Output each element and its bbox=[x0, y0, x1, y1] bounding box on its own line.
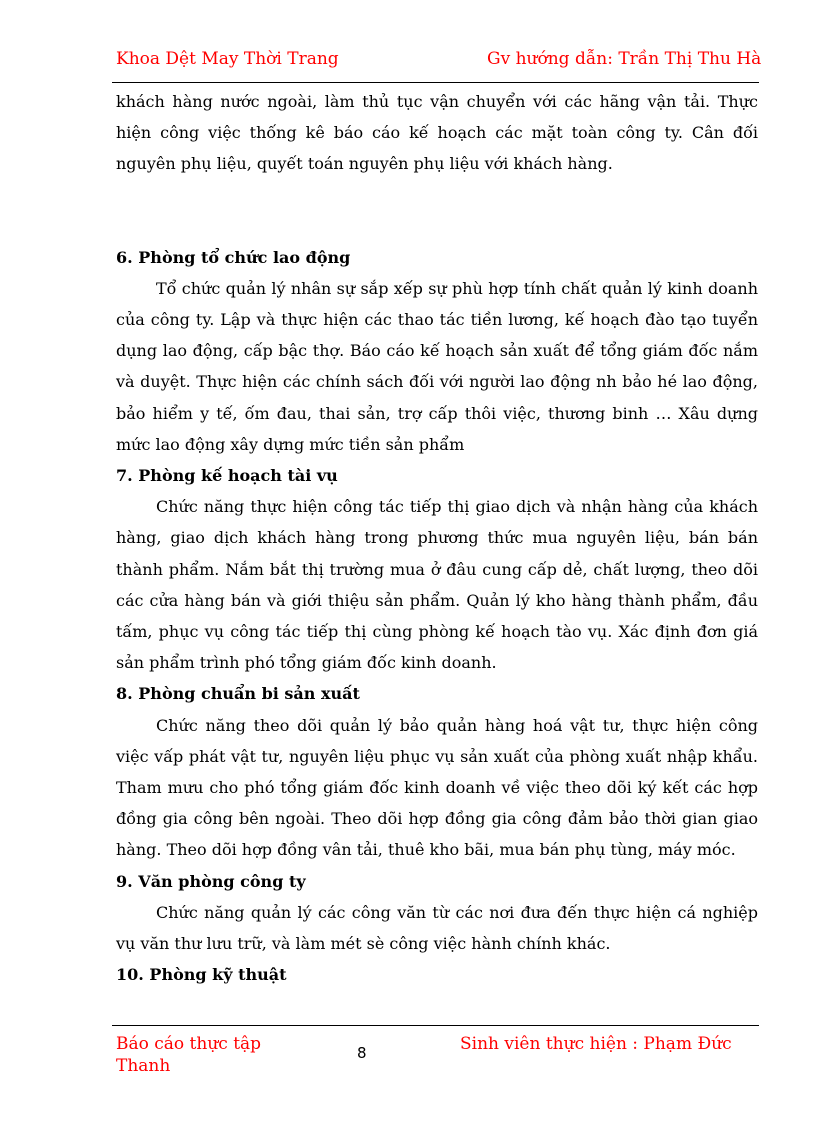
document-body bbox=[116, 86, 758, 990]
section-heading: 8. Phòng chuẩn bi sản xuất bbox=[116, 684, 360, 704]
intro-paragraph: khách hàng nước ngoài, làm thủ tục vận chuyển với các hãng vận tải. Thực hiện công việc thống kê báo cáo kế hoạch các mặt toàn công ty. Cân đối nguyên phụ liệu, quyết toán nguyên phụ liệu với khách hàng. bbox=[116, 92, 758, 174]
section-paragraph: Tổ chức quản lý nhân sự sắp xếp sự phù hợp tính chất quản lý kinh doanh của công ty. Lập và thực hiện các thao tác tiền lương, kế hoạch đào tạo tuyển dụng lao động, cấp bậc thợ. Báo cáo kế hoạch sản xuất để tổng giám đốc nắm và duyệt. Thực hiện các chính sách đối với người lao động nh bảo hé lao động, bảo hiểm y tế, ốm đau, thai sản, trợ cấp thôi việc, thương binh … Xâu dựng mức lao động xây dựng mức tiền sản phẩm bbox=[116, 278, 758, 454]
header-instructor: Gv hướng dẫn: Trần Thị Thu Hà bbox=[487, 49, 762, 69]
footer-report bbox=[116, 1033, 296, 1077]
footer-student: Sinh viên thực hiện : Phạm Đức bbox=[460, 1034, 732, 1054]
section-heading: 9. Văn phòng công ty bbox=[116, 871, 306, 891]
footer-rule bbox=[112, 1025, 759, 1026]
section-spacer bbox=[116, 180, 758, 242]
section-heading: 6. Phòng tổ chức lao động bbox=[116, 247, 351, 267]
footer-report-name: Thanh bbox=[116, 1056, 171, 1076]
footer-report-title: Báo cáo thực tập bbox=[116, 1034, 262, 1054]
section-heading: 7. Phòng kế hoạch tài vụ bbox=[116, 466, 338, 486]
header-rule bbox=[112, 82, 759, 83]
section-heading: 10. Phòng kỹ thuật bbox=[116, 965, 287, 985]
page-number: 8 bbox=[357, 1044, 367, 1062]
section-paragraph: Chức năng thực hiện công tác tiếp thị giao dịch và nhận hàng của khách hàng, giao dịch khách hàng trong phương thức mua nguyên liệu, bán bán thành phẩm. Nắm bắt thị trường mua ở đâu cung cấp dẻ, chất lượng, theo dõi các cửa hàng bán và giới thiệu sản phẩm. Quản lý kho hàng thành phẩm, đầu tấm, phục vụ công tác tiếp thị cùng phòng kế hoạch tào vụ. Xác định đơn giá sản phẩm trình phó tổng giám đốc kinh doanh. bbox=[116, 497, 758, 673]
section-paragraph: Chức năng theo dõi quản lý bảo quản hàng hoá vật tư, thực hiện công việc vấp phát vật tư, nguyên liệu phục vụ sản xuất của phòng xuất nhập khẩu. Tham mưu cho phó tổng giám đốc kinh doanh về việc theo dõi ký kết các hợp đồng gia công bên ngoài. Theo dõi hợp đồng gia công đảm bảo thời gian giao hàng. Theo dõi hợp đồng vân tải, thuê kho bãi, mua bán phụ tùng, máy móc. bbox=[116, 715, 758, 860]
header-faculty: Khoa Dệt May Thời Trang bbox=[116, 49, 339, 69]
section-paragraph: Chức năng quản lý các công văn từ các nơi đưa đến thực hiện cá nghiệp vụ văn thư lưu trữ, và làm mét sè công việc hành chính khác. bbox=[116, 902, 758, 954]
